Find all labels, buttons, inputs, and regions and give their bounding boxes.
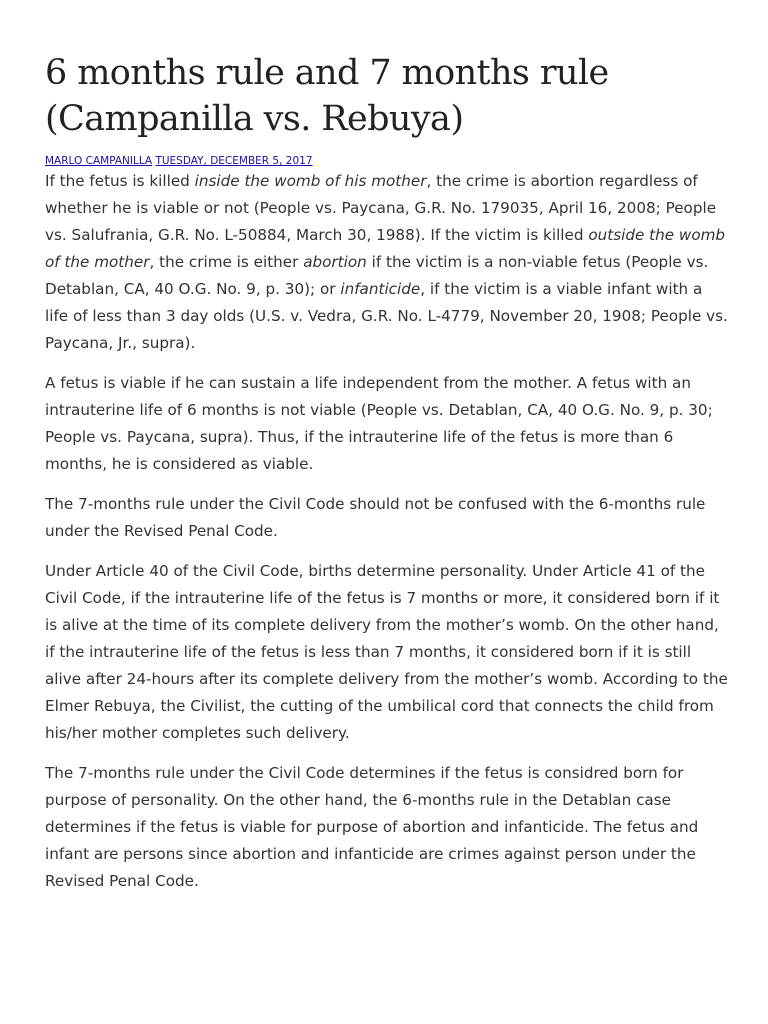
paragraph-1-text-i: , if the victim is a viable infant with a life of less than 3 day olds (U.S. v. Vedra, G.R. No. L-4779, November 20, 1908; People vs. Paycana, Jr., supra). (45, 280, 728, 352)
article (45, 50, 730, 908)
paragraph-1 (45, 168, 730, 357)
paragraph-3: The 7-months rule under the Civil Code should not be confused with the 6-months rule under the Revised Penal Code. (45, 495, 706, 540)
article-meta (45, 154, 730, 168)
article-title-line-2: (Campanilla vs. Rebuya) (45, 99, 464, 139)
paragraph-1-text-g: if the victim is a non-viable fetus (People vs. Detablan, CA, 40 O.G. No. 9, p. 30); or (45, 253, 709, 298)
article-title-line-1: 6 months rule and 7 months rule (45, 53, 609, 93)
paragraph-1-text-e: , the crime is either (149, 253, 304, 271)
article-body (45, 168, 730, 895)
paragraph-1-text-a: If the fetus is killed (45, 172, 195, 190)
paragraph-4: Under Article 40 of the Civil Code, births determine personality. Under Article 41 of the Civil Code, if the intrauterine life of the fetus is 7 months or more, it considered born if it is alive at the time of its complete delivery from the mother’s womb. On the other hand, if the intrauterine life of the fetus is less than 7 months, it considered born if it is still alive after 24-hours after its complete delivery from the mother’s womb. According to the Elmer Rebuya, the Civilist, the cutting of the umbilical cord that connects the child from his/her mother completes such delivery. (45, 562, 728, 742)
paragraph-5: The 7-months rule under the Civil Code determines if the fetus is considred born for purpose of personality. On the other hand, the 6-months rule in the Detablan case determines if the fetus is viable for purpose of abortion and infanticide. The fetus and infant are persons since abortion and infanticide are crimes against person under the Revised Penal Code. (45, 764, 699, 890)
paragraph-1-emphasis-abortion: abortion (303, 253, 367, 271)
paragraph-1-emphasis-inside-womb: inside the womb of his mother (194, 172, 427, 190)
paragraph-2: A fetus is viable if he can sustain a life independent from the mother. A fetus with an intrauterine life of 6 months is not viable (People vs. Detablan, CA, 40 O.G. No. 9, p. 30; People vs. Paycana, supra). Thus, if the intrauterine life of the fetus is more than 6 months, he is considered as viable. (45, 374, 713, 473)
date-link[interactable]: TUESDAY, DECEMBER 5, 2017 (155, 155, 313, 167)
paragraph-1-emphasis-infanticide: infanticide (340, 280, 421, 298)
author-link[interactable]: MARLO CAMPANILLA (45, 155, 153, 167)
article-title (45, 50, 730, 142)
paragraph-1-emphasis-outside-womb: outside the womb of the mother (45, 226, 726, 271)
paragraph-1-text-c: , the crime is abortion regardless of whether he is viable or not (People vs. Paycana, G.R. No. 179035, April 16, 2008; People vs. Salufrania, G.R. No. L-50884, March 30, 1988). If the victim is killed (45, 172, 717, 244)
